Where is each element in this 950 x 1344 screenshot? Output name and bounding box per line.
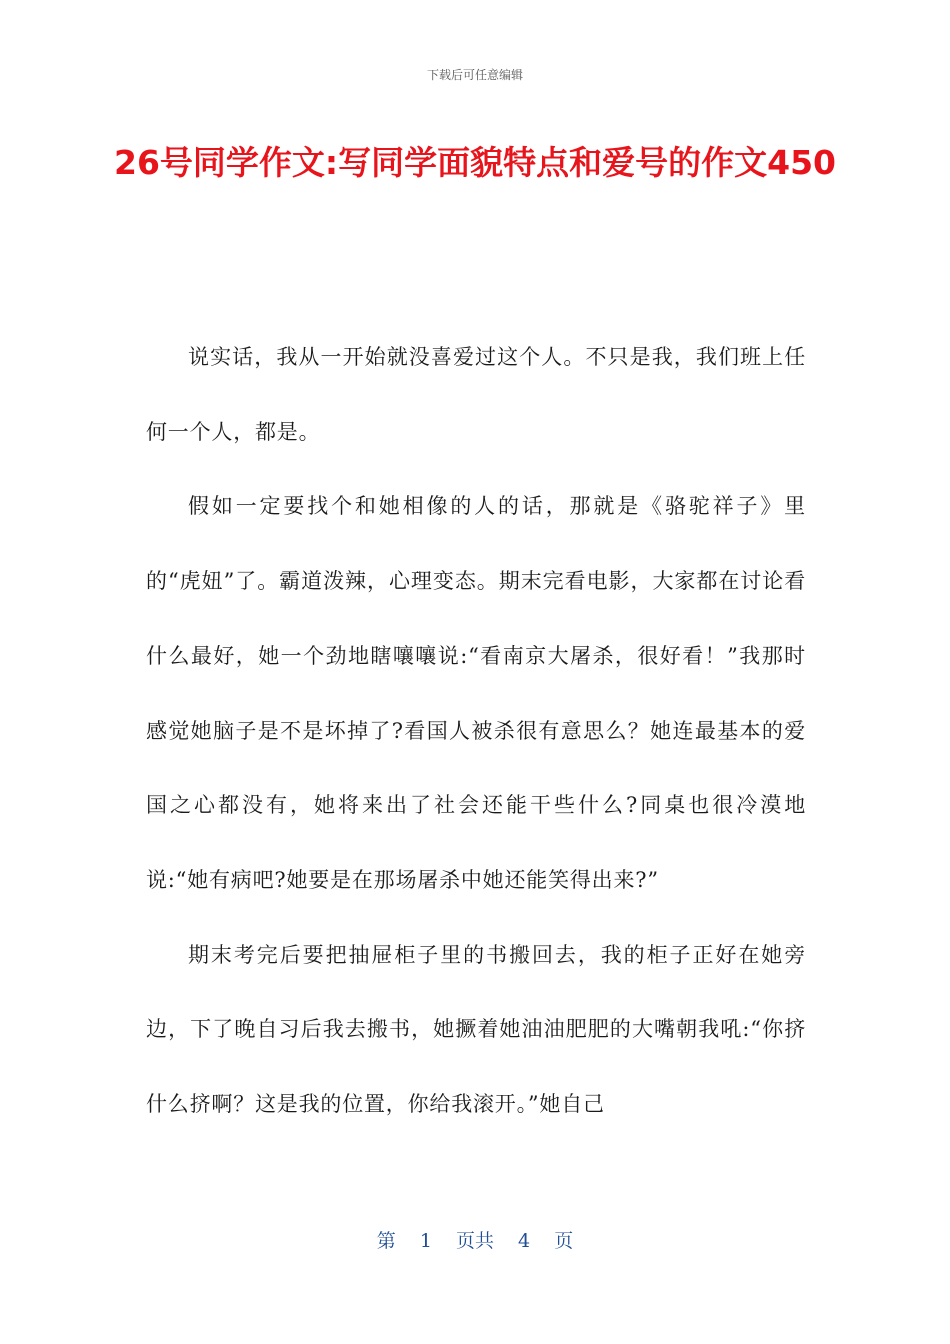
footer-total-pages: 4 <box>518 1230 531 1252</box>
footer-total-label: 页共 <box>455 1230 494 1252</box>
document-body <box>146 320 806 1142</box>
page-footer <box>0 1226 950 1253</box>
header-note: 下载后可任意编辑 <box>426 68 523 82</box>
paragraph-3: 期末考完后要把抽屉柜子里的书搬回去，我的柜子正好在她旁边，下了晚自习后我去搬书，她撅着她油油肥肥的大嘴朝我吼:“你挤什么挤啊？这是我的位置，你给我滚开。”她自己 <box>146 942 806 1117</box>
footer-page-suffix: 页 <box>554 1230 574 1252</box>
paragraph-1: 说实话，我从一开始就没喜爱过这个人。不只是我，我们班上任何一个人，都是。 <box>146 345 806 444</box>
document-title: 26号同学作文:写同学面貌特点和爱号的作文450 <box>113 143 836 182</box>
footer-current-page: 1 <box>419 1230 432 1252</box>
footer-page-label: 第 <box>376 1230 396 1252</box>
paragraph-2: 假如一定要找个和她相像的人的话，那就是《骆驼祥子》里的“虎妞”了。霸道泼辣，心理变态。期末完看电影，大家都在讨论看什么最好，她一个劲地瞎嚷嚷说:“看南京大屠杀，很好看！”我那时感觉她脑子是不是坏掉了?看国人被杀很有意思么？她连最基本的爱国之心都没有，她将来出了社会还能干些什么?同桌也很冷漠地说:“她有病吧?她要是在那场屠杀中她还能笑得出来?” <box>146 494 806 892</box>
